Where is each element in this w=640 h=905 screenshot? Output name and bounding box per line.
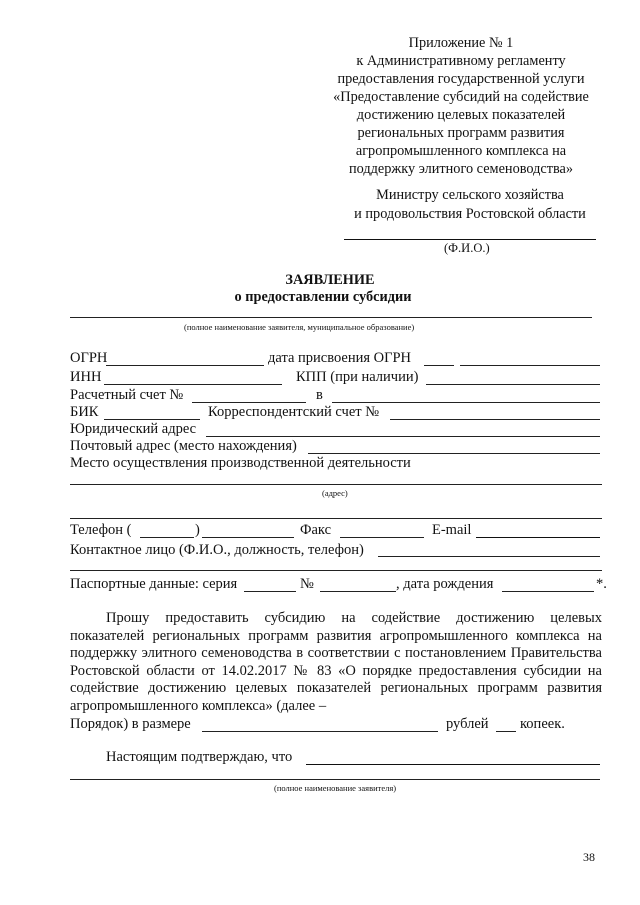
activity-address-field[interactable]	[70, 484, 602, 485]
ogrn-label: ОГРН	[70, 350, 108, 366]
extra-address-line[interactable]	[70, 518, 602, 519]
confirm-name-field[interactable]	[306, 764, 600, 765]
request-paragraph	[70, 610, 602, 716]
email-label: E-mail	[432, 522, 472, 538]
address-caption: (адрес)	[322, 488, 348, 498]
legal-address-field[interactable]	[206, 436, 600, 437]
phone-label: Телефон (	[70, 522, 132, 538]
phone-close-paren: )	[195, 522, 200, 538]
corr-account-field[interactable]	[390, 419, 600, 420]
bik-field[interactable]	[104, 419, 200, 420]
request-text: Прошу предоставить субсидию на содействие достижению целевых показателей региональных программ развития агропромышленного комплекса на поддержку элитного семеноводства в соответствии с постановлением Правительства Ростовской области от 14.02.2017 № 83 «О порядке предоставления субсидии на содействие достижению целевых показателей региональных программ развития агропромышленного комплекса» (далее –	[70, 610, 602, 714]
fax-field[interactable]	[340, 537, 424, 538]
passport-series-label: Паспортные данные: серия	[70, 576, 238, 592]
legal-address-label: Юридический адрес	[70, 421, 197, 437]
ogrn-field[interactable]	[106, 365, 264, 366]
bank-field[interactable]	[332, 402, 600, 403]
bik-label: БИК	[70, 404, 99, 420]
header-line: Приложение № 1	[408, 35, 514, 51]
header-line: «Предоставление субсидий на содействие	[333, 89, 589, 105]
confirm-name-field-continued[interactable]	[70, 779, 600, 780]
postal-address-field[interactable]	[308, 453, 600, 454]
doc-title: ЗАЯВЛЕНИЕ	[285, 272, 375, 288]
kpp-label: КПП (при наличии)	[296, 369, 419, 385]
header-line: достижению целевых показателей	[356, 107, 566, 123]
account-label: Расчетный счет №	[70, 387, 184, 403]
account-field[interactable]	[192, 402, 306, 403]
applicant-caption: (полное наименование заявителя, муниципальное образование)	[184, 322, 415, 332]
inn-field[interactable]	[104, 384, 282, 385]
amount-kopecks-field[interactable]	[496, 731, 516, 732]
appendix-header	[300, 34, 622, 178]
birth-date-label: , дата рождения	[396, 576, 494, 592]
kpp-field[interactable]	[426, 384, 600, 385]
header-line: поддержку элитного семеноводства»	[348, 161, 574, 177]
birth-date-field[interactable]	[502, 591, 594, 592]
ogrn-date-label: дата присвоения ОГРН	[268, 350, 412, 366]
email-field[interactable]	[476, 537, 600, 538]
header-line: к Административному регламенту	[356, 53, 566, 69]
phone-field[interactable]	[202, 537, 294, 538]
addressee-block	[330, 186, 610, 223]
header-line: региональных программ развития	[357, 125, 565, 141]
confirm-caption: (полное наименование заявителя)	[274, 783, 397, 793]
ogrn-date-day-field[interactable]	[424, 365, 454, 366]
addressee-line1: Министру сельского хозяйства	[376, 187, 564, 203]
header-line: предоставления государственной услуги	[337, 71, 585, 87]
passport-number-label: №	[300, 576, 314, 592]
amount-prefix: Порядок) в размере	[70, 716, 191, 732]
passport-series-field[interactable]	[244, 591, 296, 592]
fax-label: Факс	[300, 522, 332, 538]
doc-subtitle: о предоставлении субсидии	[234, 289, 412, 305]
contact-field[interactable]	[378, 556, 600, 557]
ogrn-date-field[interactable]	[460, 365, 600, 366]
passport-number-field[interactable]	[320, 591, 396, 592]
rubles-label: рублей	[446, 716, 489, 732]
phone-code-field[interactable]	[140, 537, 194, 538]
activity-place-label: Место осуществления производственной деятельности	[70, 455, 411, 471]
contact-field-continued[interactable]	[70, 570, 602, 571]
corr-account-label: Корреспондентский счет №	[208, 404, 380, 420]
asterisk-mark: *.	[596, 576, 607, 592]
kopecks-label: копеек.	[520, 716, 565, 732]
bank-in-label: в	[316, 387, 323, 403]
postal-address-label: Почтовый адрес (место нахождения)	[70, 438, 297, 454]
fio-line[interactable]	[344, 239, 596, 240]
confirm-text: Настоящим подтверждаю, что	[106, 749, 293, 765]
header-line: агропромышленного комплекса на	[355, 143, 567, 159]
page-number: 38	[583, 850, 595, 864]
contact-label: Контактное лицо (Ф.И.О., должность, телефон)	[70, 542, 364, 558]
amount-rubles-field[interactable]	[202, 731, 438, 732]
addressee-line2: и продовольствия Ростовской области	[354, 205, 586, 222]
applicant-name-line[interactable]	[70, 317, 592, 318]
fio-caption: (Ф.И.О.)	[444, 241, 490, 255]
inn-label: ИНН	[70, 369, 102, 385]
